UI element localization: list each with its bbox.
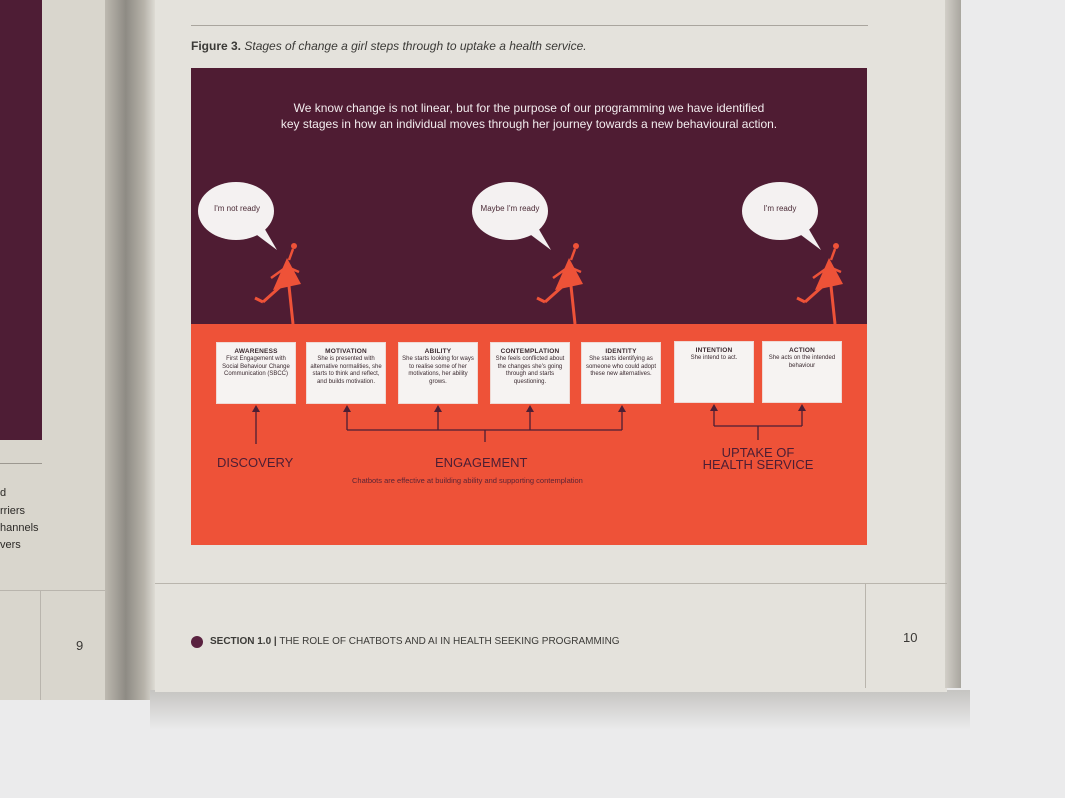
section-dot-icon bbox=[191, 636, 203, 648]
uptake-line: UPTAKE OF bbox=[721, 445, 795, 460]
left-page bbox=[0, 0, 112, 700]
stage-description: She starts identifying as someone who could adopt these new alternatives. bbox=[585, 356, 657, 377]
left-footer-divider bbox=[0, 590, 112, 591]
chatbot-note: Chatbots are effective at building ability and supporting contemplation bbox=[352, 476, 583, 485]
stage-connector-arrows bbox=[191, 68, 867, 545]
stages-of-change-figure bbox=[191, 68, 867, 545]
stage-title: ABILITY bbox=[424, 348, 452, 355]
section-title: THE ROLE OF CHATBOTS AND AI IN HEALTH SEEKING PROGRAMMING bbox=[279, 636, 620, 647]
bubble-text: Maybe I'm ready bbox=[480, 204, 540, 213]
left-page-text-fragment: hannels bbox=[0, 522, 39, 534]
section-label: SECTION 1.0 | bbox=[210, 636, 277, 647]
footer-section-title bbox=[210, 636, 620, 647]
stage-description: She starts looking for ways to realise some of her motivations, her ability grows. bbox=[402, 356, 474, 385]
top-divider bbox=[191, 25, 868, 26]
stage-description: She is presented with alternative normalities, she starts to think and reflect, and builds motivation. bbox=[310, 356, 382, 385]
intro-line: We know change is not linear, but for the purpose of our programming we have identified bbox=[293, 101, 765, 115]
stage-title: AWARENESS bbox=[234, 348, 278, 355]
figure-caption-text: Stages of change a girl steps through to uptake a health service. bbox=[244, 39, 587, 53]
page-shadow bbox=[150, 690, 970, 730]
stage-description: First Engagement with Social Behaviour Change Communication (SBCC) bbox=[222, 356, 290, 377]
left-page-maroon-block bbox=[0, 0, 42, 440]
left-page-divider bbox=[0, 463, 42, 464]
bubble-text: I'm ready bbox=[763, 204, 797, 213]
stage-description: She feels conflicted about the changes she's going through and starts questioning. bbox=[495, 356, 565, 385]
left-page-number: 9 bbox=[76, 638, 84, 653]
figure-caption-label: Figure 3. bbox=[191, 39, 242, 53]
uptake-line: HEALTH SERVICE bbox=[702, 457, 814, 472]
bubble-text: I'm not ready bbox=[214, 204, 260, 213]
book-gutter bbox=[105, 0, 157, 700]
footer-divider bbox=[155, 583, 947, 584]
group-label-uptake bbox=[696, 447, 820, 471]
left-page-text-fragment: d bbox=[0, 487, 7, 499]
stage-title: IDENTITY bbox=[605, 348, 637, 355]
intro-line: key stages in how an individual moves through her journey towards a new behavioural action. bbox=[280, 117, 778, 131]
stage-title: MOTIVATION bbox=[325, 348, 367, 355]
page-edge bbox=[945, 0, 961, 688]
group-label-discovery: DISCOVERY bbox=[217, 455, 294, 470]
stage-title: ACTION bbox=[788, 347, 816, 354]
stage-description: She acts on the intended behaviour bbox=[768, 355, 836, 369]
left-page-text-fragment: rriers bbox=[0, 505, 26, 517]
stage-title: CONTEMPLATION bbox=[500, 348, 560, 355]
stage-title: INTENTION bbox=[695, 347, 733, 354]
left-footer-vertical-rule bbox=[40, 590, 41, 700]
footer-vertical-rule bbox=[865, 583, 866, 688]
figure-caption bbox=[191, 39, 587, 53]
group-label-engagement: ENGAGEMENT bbox=[435, 455, 528, 470]
right-page-number: 10 bbox=[903, 630, 918, 645]
stage-description: She intend to act. bbox=[690, 355, 738, 361]
left-page-text-fragment: vers bbox=[0, 539, 21, 551]
